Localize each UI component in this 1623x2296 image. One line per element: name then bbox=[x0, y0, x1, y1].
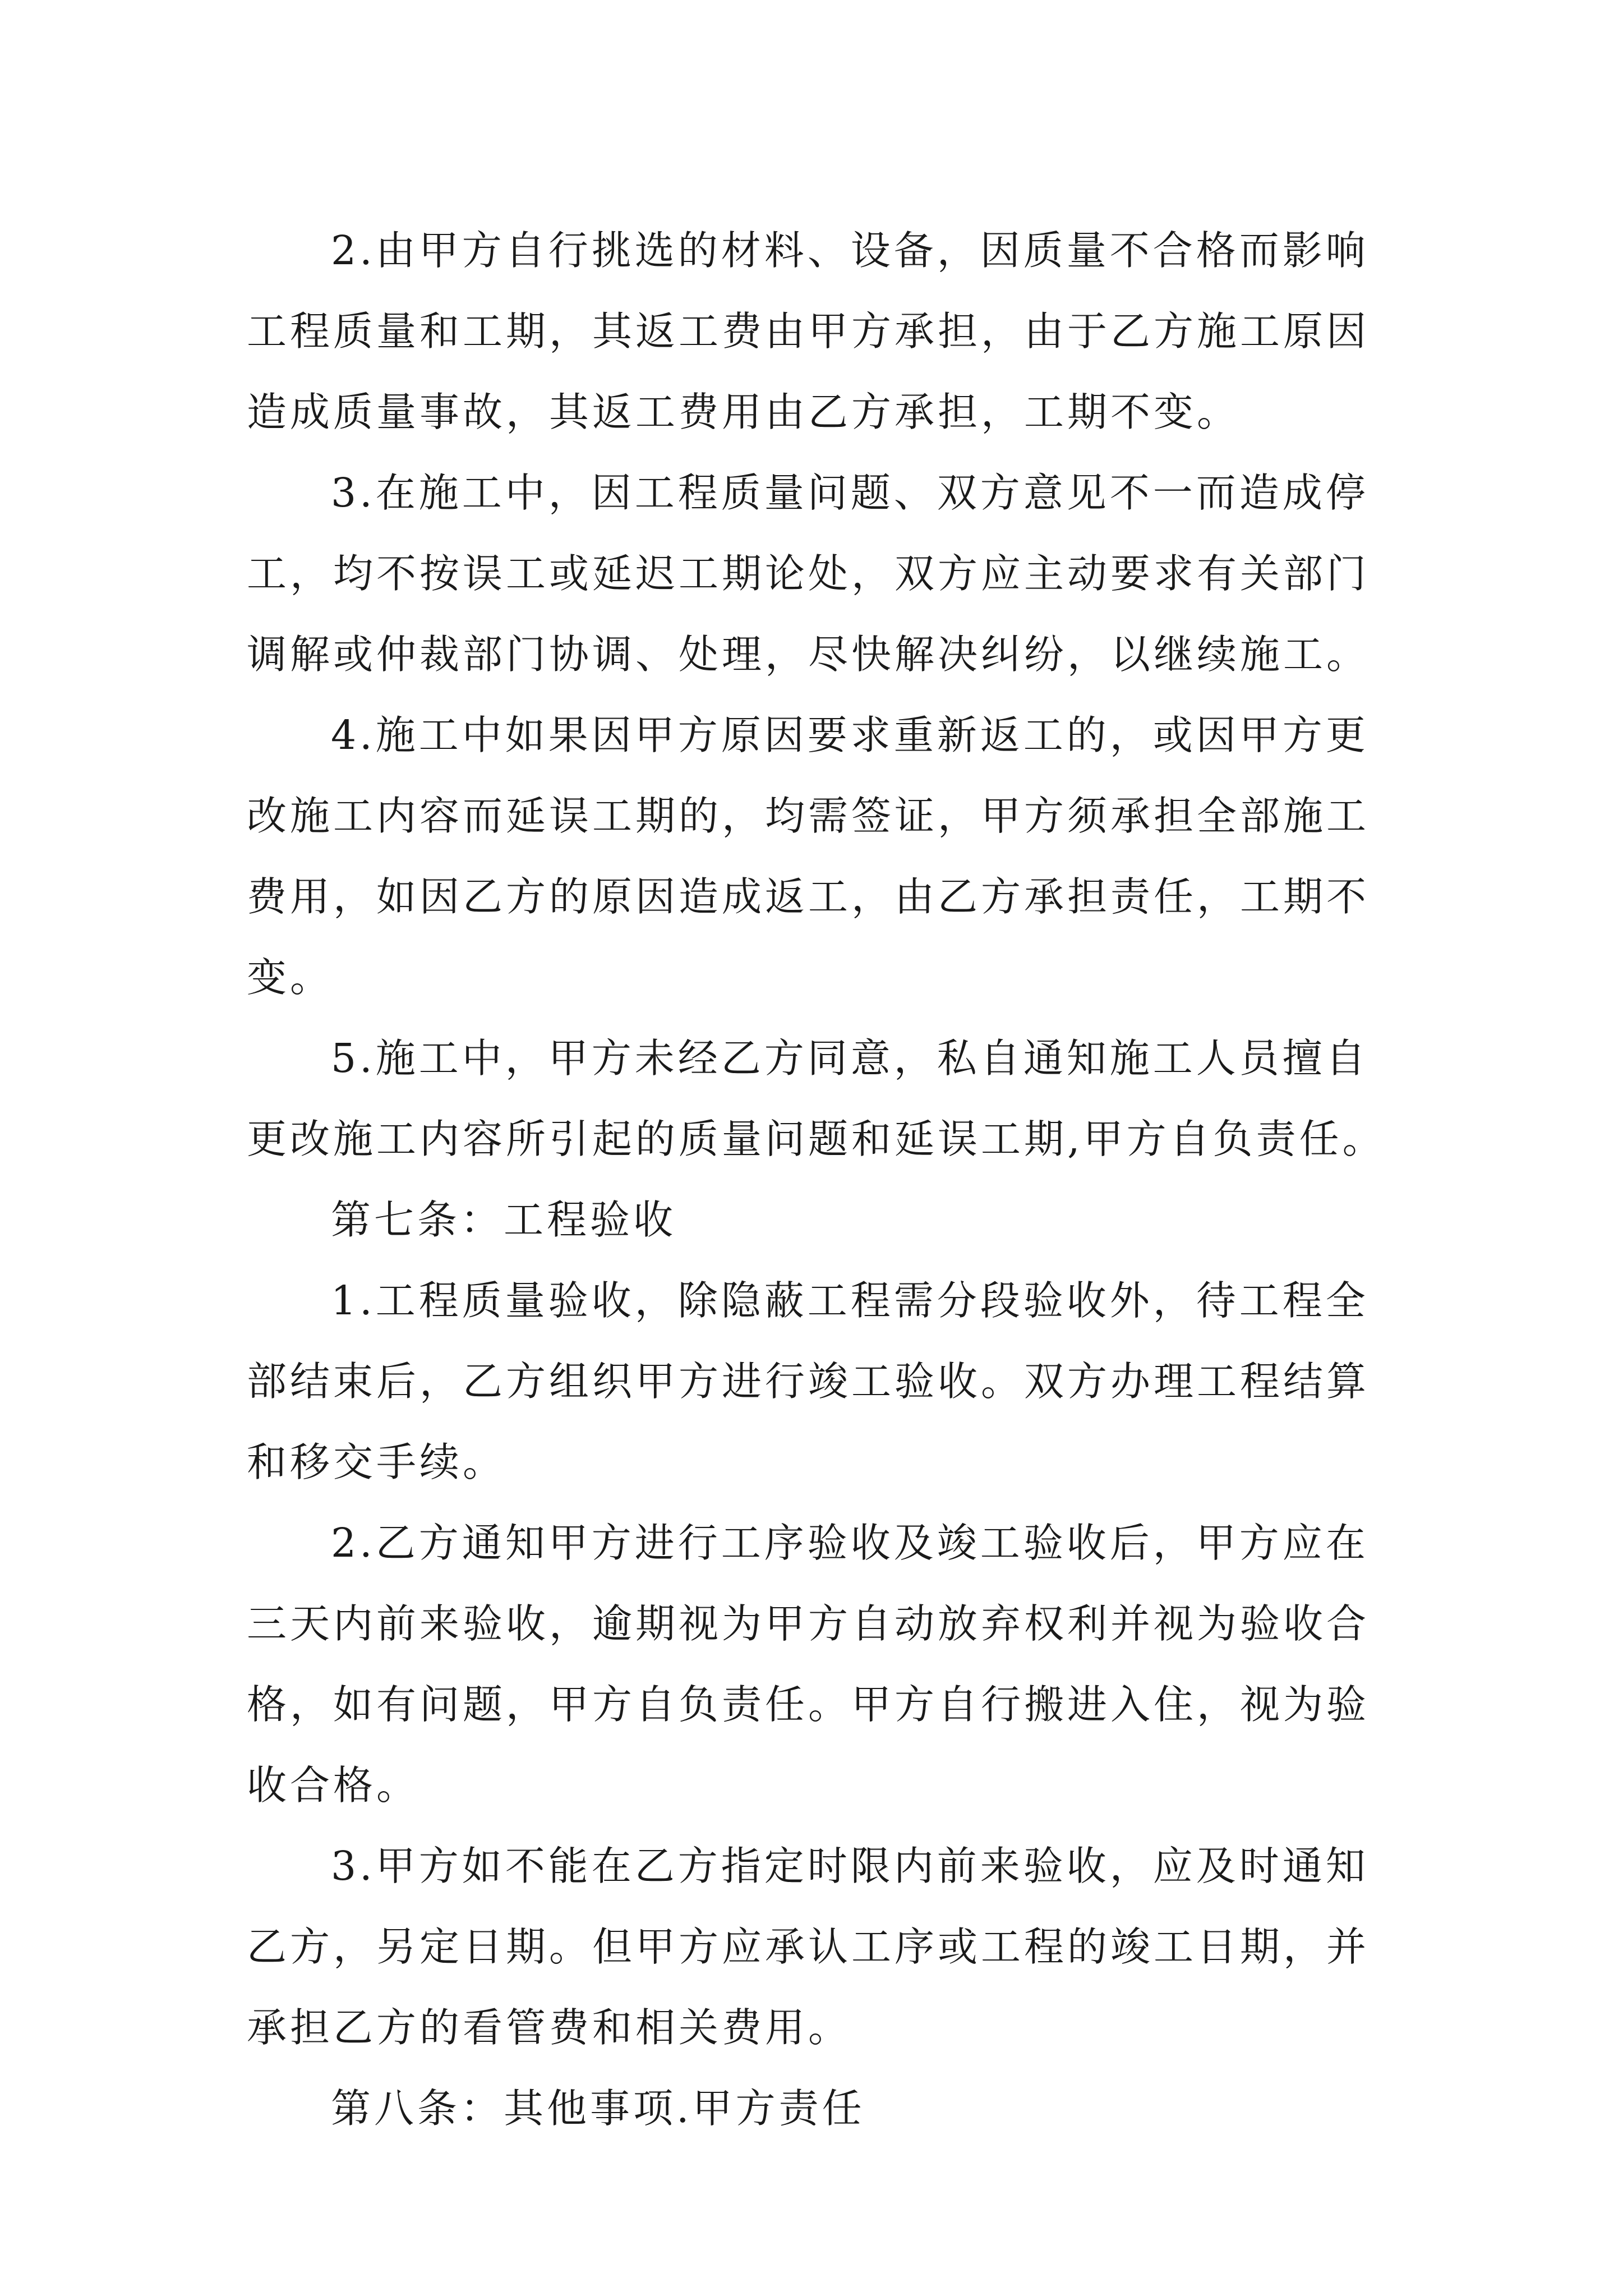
paragraph-item-4-rework bbox=[247, 695, 1391, 1018]
text-line: 3.甲方如不能在乙方指定时限内前来验收，应及时通知 bbox=[331, 1843, 1369, 1889]
text-line: 调解或仲裁部门协调、处理，尽快解决纠纷，以继续施工。 bbox=[247, 631, 1370, 678]
text-line: 3.在施工中，因工程质量问题、双方意见不一而造成停 bbox=[331, 470, 1369, 516]
section-heading-text: 第七条：工程验收 bbox=[331, 1197, 677, 1243]
text-line: 收合格。 bbox=[247, 1762, 420, 1809]
text-line: 部结束后，乙方组织甲方进行竣工验收。双方办理工程结算 bbox=[247, 1358, 1370, 1405]
text-line: 2.由甲方自行挑选的材料、设备，因质量不合格而影响 bbox=[331, 227, 1369, 274]
section-heading-text: 第八条：其他事项.甲方责任 bbox=[331, 2085, 865, 2132]
text-line: 工，均不按误工或延迟工期论处，双方应主动要求有关部门 bbox=[247, 550, 1370, 597]
text-line: 工程质量和工期，其返工费由甲方承担，由于乙方施工原因 bbox=[247, 308, 1370, 355]
paragraph-item-2-material bbox=[247, 210, 1391, 453]
text-line: 变。 bbox=[247, 954, 334, 1001]
text-line: 1.工程质量验收，除隐蔽工程需分段验收外，待工程全 bbox=[331, 1277, 1369, 1324]
paragraph-acceptance-2 bbox=[247, 1503, 1391, 1826]
text-line: 乙方，另定日期。但甲方应承认工序或工程的竣工日期，并 bbox=[247, 1924, 1370, 1970]
text-line: 更改施工内容所引起的质量问题和延误工期,甲方自负责任。 bbox=[247, 1116, 1386, 1162]
paragraph-acceptance-1 bbox=[247, 1260, 1391, 1503]
section-heading-article-7 bbox=[247, 1180, 1391, 1260]
text-line: 和移交手续。 bbox=[247, 1439, 506, 1485]
paragraph-item-3-dispute bbox=[247, 453, 1391, 695]
text-line: 改施工内容而延误工期的，均需签证，甲方须承担全部施工 bbox=[247, 793, 1370, 839]
text-line: 造成质量事故，其返工费用由乙方承担，工期不变。 bbox=[247, 389, 1241, 435]
document-body bbox=[247, 210, 1391, 2149]
text-line: 费用，如因乙方的原因造成返工，由乙方承担责任，工期不 bbox=[247, 873, 1370, 920]
text-line: 格，如有问题，甲方自负责任。甲方自行搬进入住，视为验 bbox=[247, 1681, 1370, 1728]
text-line: 承担乙方的看管费和相关费用。 bbox=[247, 2004, 852, 2051]
text-line: 三天内前来验收，逾期视为甲方自动放弃权利并视为验收合 bbox=[247, 1600, 1370, 1647]
section-heading-article-8 bbox=[247, 2068, 1391, 2149]
paragraph-item-5-unauthorized-change bbox=[247, 1018, 1391, 1180]
text-line: 5.施工中，甲方未经乙方同意，私自通知施工人员擅自 bbox=[331, 1035, 1369, 1082]
text-line: 4.施工中如果因甲方原因要求重新返工的，或因甲方更 bbox=[331, 712, 1369, 758]
text-line: 2.乙方通知甲方进行工序验收及竣工验收后，甲方应在 bbox=[331, 1520, 1369, 1566]
paragraph-acceptance-3 bbox=[247, 1826, 1391, 2068]
